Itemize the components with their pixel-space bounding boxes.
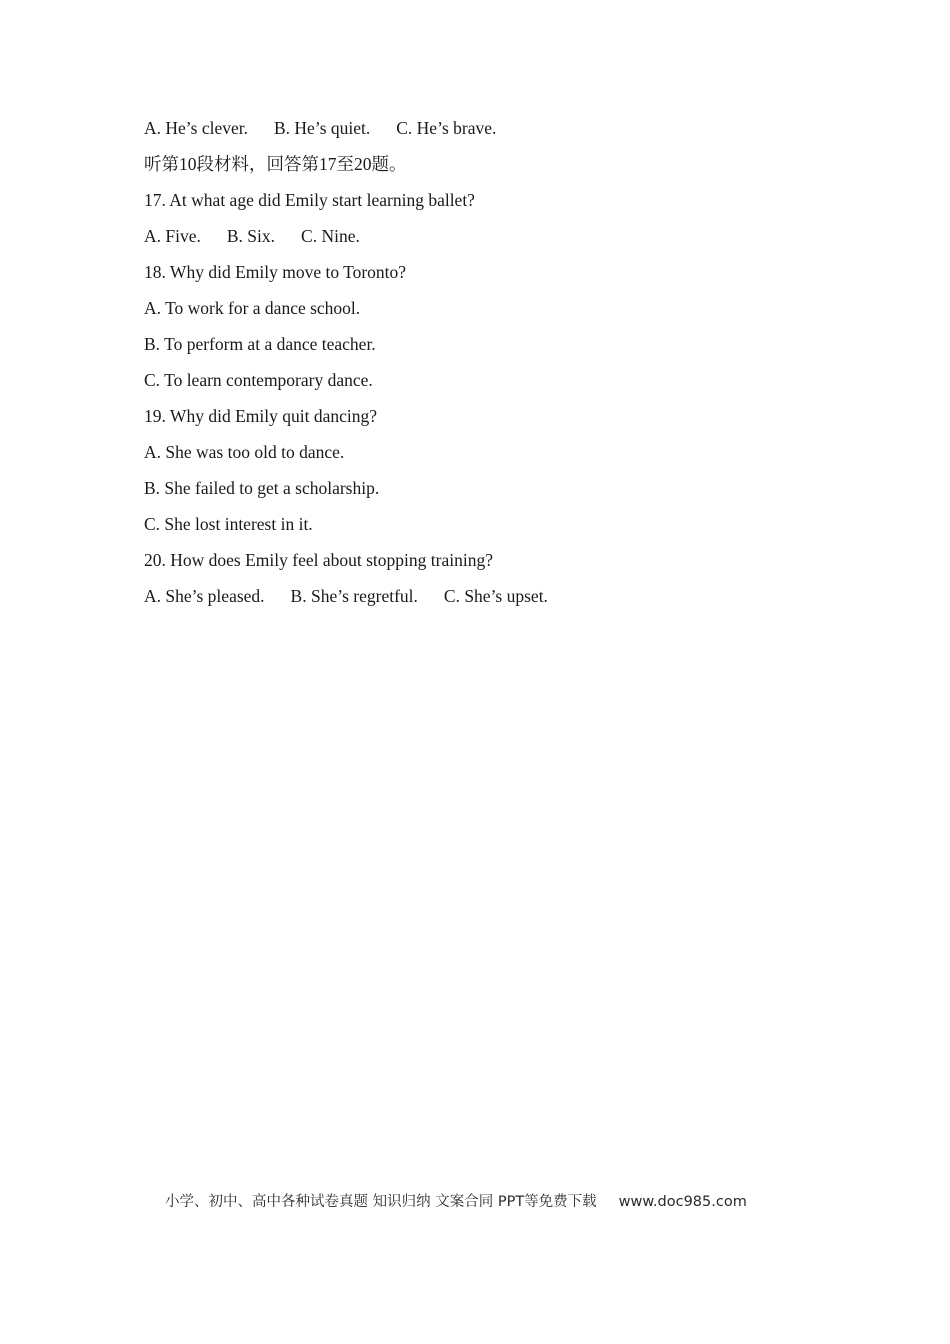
section-intro: 听第10段材料，回答第17至20题。	[144, 154, 407, 174]
q16-option-a: A. He’s clever.	[144, 118, 248, 138]
q18-option-a: A. To work for a dance school.	[144, 298, 361, 318]
q18-option-b: B. To perform at a dance teacher.	[144, 334, 376, 354]
q20-options-line	[144, 582, 844, 618]
q20-option-a: A. She’s pleased.	[144, 586, 265, 606]
q17-option-c: C. Nine.	[301, 226, 360, 246]
q20-option-b: B. She’s regretful.	[290, 586, 418, 606]
q18-question: 18. Why did Emily move to Toronto?	[144, 262, 407, 282]
q19-question: 19. Why did Emily quit dancing?	[144, 406, 377, 426]
footer-site-link[interactable]: www.doc985.com	[618, 1194, 747, 1210]
q19-option-a: A. She was too old to dance.	[144, 442, 345, 462]
q16-options-line	[144, 114, 844, 150]
q19-option-b: B. She failed to get a scholarship.	[144, 478, 380, 498]
page-footer	[165, 1190, 747, 1211]
q17-option-b: B. Six.	[226, 226, 276, 246]
q17-options-line	[144, 222, 844, 258]
footer-text: 小学、初中、高中各种试卷真题 知识归纳 文案合同 PPT等免费下载	[165, 1194, 597, 1210]
document-body	[144, 114, 844, 618]
q16-option-b: B. He’s quiet.	[274, 118, 371, 138]
q20-question: 20. How does Emily feel about stopping training?	[144, 550, 493, 570]
q19-option-c: C. She lost interest in it.	[144, 514, 313, 534]
q17-option-a: A. Five.	[144, 226, 201, 246]
q18-option-c: C. To learn contemporary dance.	[144, 370, 373, 390]
q16-option-c: C. He’s brave.	[396, 118, 497, 138]
q17-question: 17. At what age did Emily start learning ballet?	[144, 190, 475, 210]
q20-option-c: C. She’s upset.	[443, 586, 548, 606]
